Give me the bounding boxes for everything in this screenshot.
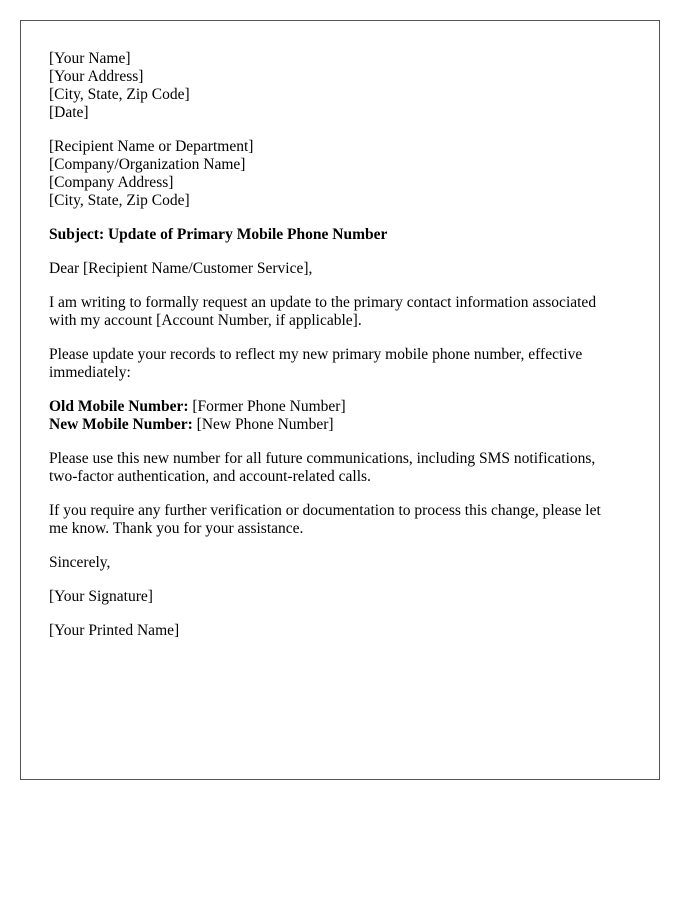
- recipient-address: [Company Address]: [49, 174, 174, 191]
- signature: [Your Signature]: [49, 588, 153, 605]
- intro-paragraph: [49, 294, 631, 330]
- new-number-value: [New Phone Number]: [192, 416, 334, 433]
- old-number-value: [Former Phone Number]: [188, 398, 346, 415]
- usage-paragraph: [49, 450, 631, 486]
- intro-line-1: I am writing to formally request an update to the primary contact information associated: [49, 294, 597, 311]
- sender-address: [Your Address]: [49, 68, 144, 85]
- verification-paragraph: [49, 502, 631, 538]
- update-line-1: Please update your records to reflect my new primary mobile phone number, effective: [49, 346, 583, 363]
- new-number-label: New Mobile Number:: [49, 416, 193, 433]
- sender-block: [49, 50, 631, 122]
- recipient-block: [49, 138, 631, 210]
- phone-numbers: [49, 398, 631, 434]
- recipient-city-state-zip: [City, State, Zip Code]: [49, 192, 190, 209]
- old-number-label: Old Mobile Number:: [49, 398, 189, 415]
- sender-city-state-zip: [City, State, Zip Code]: [49, 86, 190, 103]
- salutation: Dear [Recipient Name/Customer Service],: [49, 260, 313, 277]
- verification-line-2: me know. Thank you for your assistance.: [49, 520, 304, 537]
- sender-name: [Your Name]: [49, 50, 131, 67]
- letter-date: [Date]: [49, 104, 89, 121]
- printed-name: [Your Printed Name]: [49, 622, 180, 639]
- old-number-row: [49, 398, 631, 416]
- update-paragraph: [49, 346, 631, 382]
- verification-line-1: If you require any further verification or documentation to process this change, please let: [49, 502, 601, 519]
- update-line-2: immediately:: [49, 364, 131, 381]
- recipient-company: [Company/Organization Name]: [49, 156, 246, 173]
- usage-line-2: two-factor authentication, and account-related calls.: [49, 468, 371, 485]
- letter-page: [20, 20, 660, 780]
- new-number-row: [49, 416, 631, 434]
- subject-line: Subject: Update of Primary Mobile Phone Number: [49, 226, 388, 243]
- usage-line-1: Please use this new number for all future communications, including SMS notifications,: [49, 450, 596, 467]
- recipient-name: [Recipient Name or Department]: [49, 138, 254, 155]
- closing: Sincerely,: [49, 554, 111, 571]
- intro-line-2: with my account [Account Number, if applicable].: [49, 312, 362, 329]
